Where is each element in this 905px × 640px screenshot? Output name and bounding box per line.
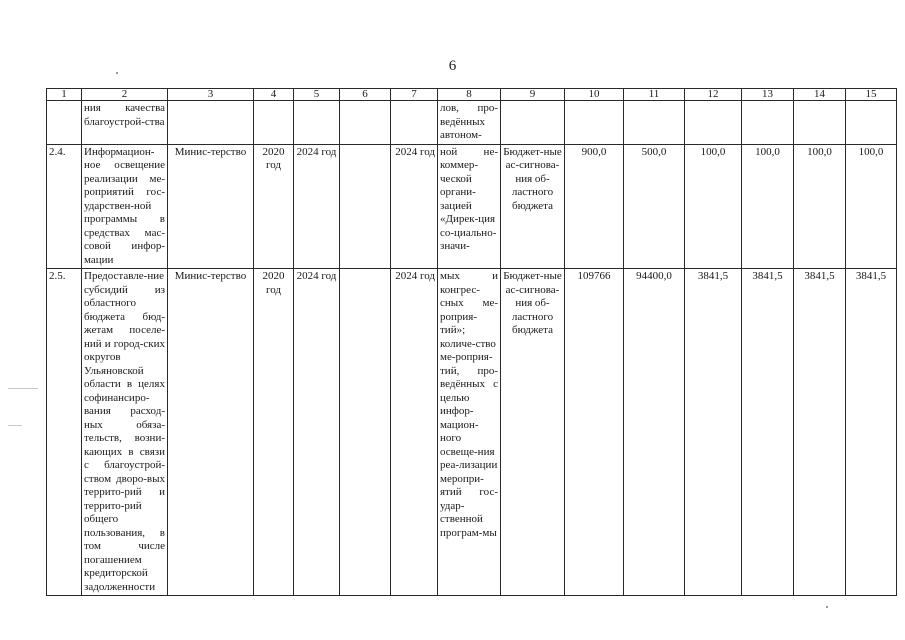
end-year [294,101,340,145]
value-total: 900,0 [565,144,624,269]
table-row [47,144,897,269]
program-table [46,88,897,596]
scan-artifact-line [8,425,22,426]
value-2023 [794,101,846,145]
cell-6 [340,101,391,145]
value-2022: 100,0 [742,144,794,269]
header-cell: 8 [438,89,501,101]
row-number [47,101,82,145]
value-2021: 3841,5 [685,269,742,596]
indicator: лов, про-ведённых автоном- [438,101,501,145]
activity-name: Предоставле-ние субсидий из областного бюджета бюд-жетам поселе-ний и город-ских округов Ульяновской области в целях софинансиро-вания расход-ных обяза-тельств, возни-кающих в связи с благоустрой-ством дворо-вых террито-рий и террито-рий общего пользования, в том числе погашением кредиторской задолженности [82,269,168,596]
header-cell: 3 [168,89,254,101]
indicator: мых и конгрес-сных ме-роприя-тий»; количе-ство ме-роприя-тий, про-ведённых с целью инфор-мацион-ного освеще-ния реа-лизации меропри-ятий гос-удар-ственной програм-мы [438,269,501,596]
value-2023: 100,0 [794,144,846,269]
value-2022 [742,101,794,145]
end-year: 2024 год [294,269,340,596]
header-cell: 10 [565,89,624,101]
value-2020: 500,0 [624,144,685,269]
cell-7: 2024 год [391,144,438,269]
responsible [168,101,254,145]
value-2023: 3841,5 [794,269,846,596]
value-2020: 94400,0 [624,269,685,596]
funding-source [501,101,565,145]
cell-6 [340,144,391,269]
value-2020 [624,101,685,145]
header-row [47,89,897,101]
value-total [565,101,624,145]
header-cell: 2 [82,89,168,101]
start-year: 2020 год [254,269,294,596]
page-number: 6 [448,58,457,74]
activity-name: Информацион-ное освещение реализации ме-роприятий гос-ударствен-ной программы в средствах мас-совой инфор-мации [82,144,168,269]
end-year: 2024 год [294,144,340,269]
header-cell: 6 [340,89,391,101]
value-2024 [846,101,897,145]
scan-artifact-line [8,388,38,389]
header-cell: 11 [624,89,685,101]
cell-7 [391,101,438,145]
header-cell: 12 [685,89,742,101]
value-2022: 3841,5 [742,269,794,596]
header-cell: 13 [742,89,794,101]
value-total: 109766 [565,269,624,596]
value-2021 [685,101,742,145]
activity-name: ния качества благоустрой-ства [82,101,168,145]
table-row [47,269,897,596]
header-cell: 15 [846,89,897,101]
responsible: Минис-терство [168,144,254,269]
scan-artifact-dot [826,606,828,608]
row-number: 2.4. [47,144,82,269]
header-cell: 1 [47,89,82,101]
header-cell: 4 [254,89,294,101]
funding-source: Бюджет-ные ас-сигнова-ния об-ластного бюджета [501,269,565,596]
header-cell: 5 [294,89,340,101]
table-row [47,101,897,145]
cell-7: 2024 год [391,269,438,596]
start-year: 2020 год [254,144,294,269]
row-number: 2.5. [47,269,82,596]
header-cell: 7 [391,89,438,101]
value-2024: 3841,5 [846,269,897,596]
funding-source: Бюджет-ные ас-сигнова-ния об-ластного бюджета [501,144,565,269]
value-2021: 100,0 [685,144,742,269]
header-cell: 9 [501,89,565,101]
responsible: Минис-терство [168,269,254,596]
value-2024: 100,0 [846,144,897,269]
cell-6 [340,269,391,596]
header-cell: 14 [794,89,846,101]
indicator: ной не-коммер-ческой органи-зацией «Дирек-ция со-циально-значи- [438,144,501,269]
scan-artifact-dot [116,72,118,74]
start-year [254,101,294,145]
